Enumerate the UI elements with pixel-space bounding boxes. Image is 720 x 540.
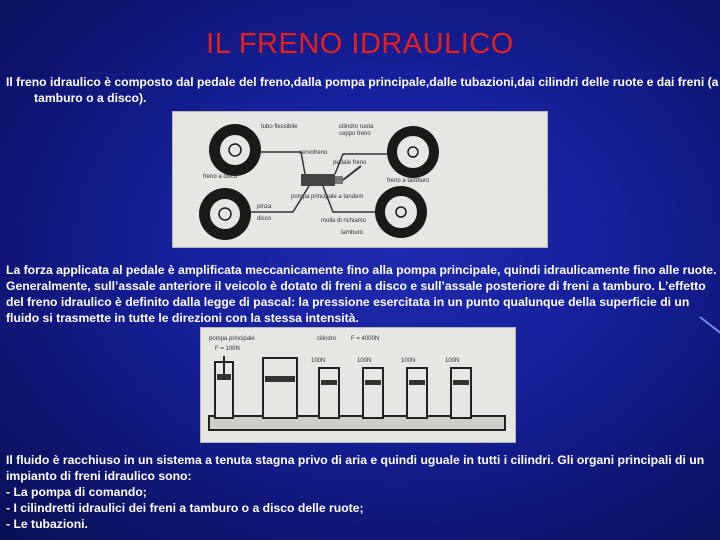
text-line: impianto di freni idraulico sono: — [6, 469, 192, 483]
list-item: - La pompa di comando; — [6, 485, 147, 499]
label-tamburo: tamburo — [341, 230, 364, 236]
label-disco: disco — [257, 216, 272, 222]
brake-system-diagram — [172, 111, 548, 248]
label-force: 100N — [357, 358, 372, 364]
label-force: 100N — [401, 358, 416, 364]
text-line: Il freno idraulico è composto dal pedale del freno,dalla pompa principale,dalle tubazioni,dai cilindri delle ruote e dai freni (a — [6, 75, 719, 89]
label-freno-a-disco: freno a disco — [203, 174, 238, 180]
label-tubo-flessibile: tubo flessibile — [261, 124, 298, 130]
label-pompa-principale: pompa principale — [209, 336, 255, 342]
text-line: del freno idraulico è definito dalla legge di pascal: la pressione esercitata in un punto qualunque della superficie di un — [6, 295, 690, 309]
pascal-law-diagram — [200, 327, 516, 443]
list-item: - Le tubazioni. — [6, 517, 88, 531]
label-pinza: pinza — [257, 204, 272, 210]
label-freno-a-tamburo: freno a tamburo — [387, 178, 430, 184]
label-cilindro: cilindro — [317, 336, 337, 342]
paragraph-components — [6, 452, 712, 532]
label-f-pompa: F = 100N — [215, 346, 240, 352]
text-line: Il fluido è racchiuso in un sistema a tenuta stagna privo di aria e quindi uguale in tutti i cilindri. Gli organi principali di un — [6, 453, 705, 467]
label-servofreno: servofreno — [299, 150, 328, 156]
label-force: 100N — [311, 358, 326, 364]
text-line: Generalmente, sull’assale anteriore il veicolo è dotato di freni a disco e sull’assale posteriore di freni a tamburo. L’effetto — [6, 279, 706, 293]
label-molla-di-richiamo: molla di richiamo — [321, 218, 367, 224]
label-force: 100N — [445, 358, 460, 364]
text-line: tamburo o a disco). — [34, 91, 147, 105]
label-ceppo-freno: ceppo freno — [339, 131, 371, 137]
paragraph-intro — [6, 74, 719, 106]
label-f-cilindro: F = 4000N — [351, 336, 380, 342]
label-pompa-principale: pompa principale a tandem — [291, 194, 364, 200]
slide-title: IL FRENO IDRAULICO — [206, 28, 514, 60]
label-cilindro-ruota: cilindro ruota — [339, 124, 374, 130]
text-line: La forza applicata al pedale è amplificata meccanicamente fino alla pompa principale, quindi idraulicamente fino alle ruote. — [6, 263, 717, 277]
text-line: fluido si trasmette in tutte le direzioni con la stessa intensità. — [6, 311, 359, 325]
label-pedale-freno: pedale freno — [333, 160, 367, 166]
list-item: - I cilindretti idraulici dei freni a tamburo o a disco delle ruote; — [6, 501, 364, 515]
paragraph-pascal — [6, 262, 717, 326]
